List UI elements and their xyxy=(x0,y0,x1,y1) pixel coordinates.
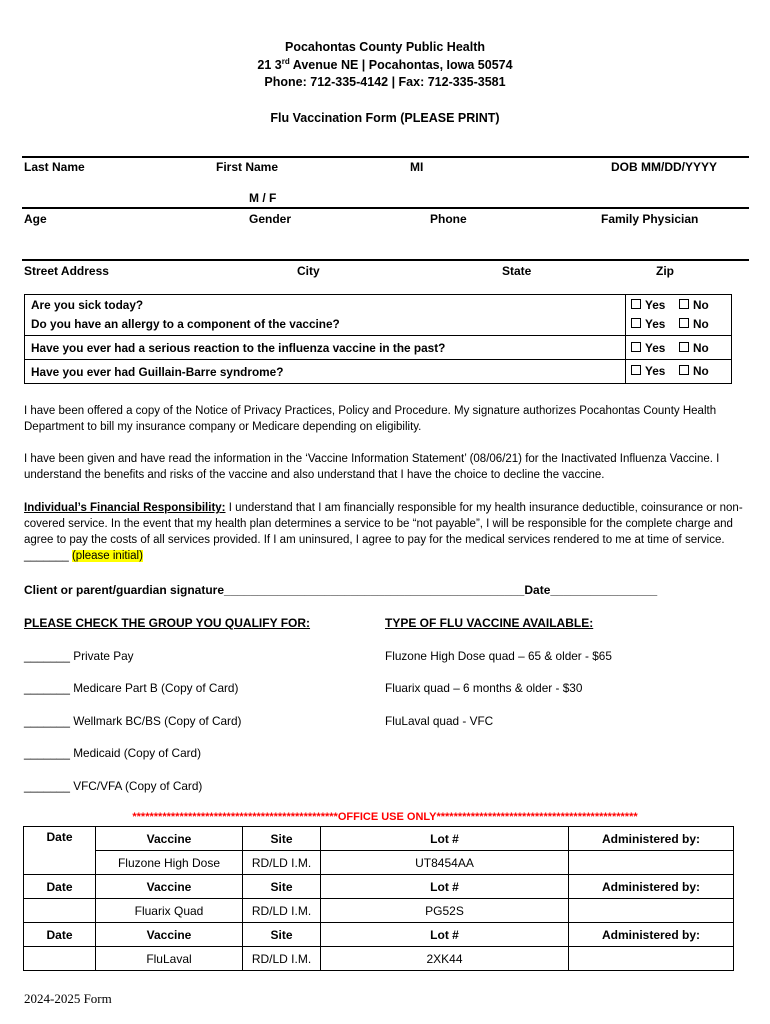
vaccine-option-flulaval: FluLaval quad - VFC xyxy=(385,714,494,728)
vaccine-cell: FluLaval xyxy=(96,947,243,971)
lot-header: Lot # xyxy=(321,923,569,947)
site-cell: RD/LD I.M. xyxy=(243,851,321,875)
date-header: Date xyxy=(24,875,96,899)
office-use-table xyxy=(23,826,734,971)
lot-header: Lot # xyxy=(321,827,569,851)
table-row xyxy=(24,899,734,923)
group-option-medicaid[interactable]: _______ Medicaid (Copy of Card) xyxy=(24,746,202,760)
checkbox-icon xyxy=(631,318,641,328)
lot-cell: UT8454AA xyxy=(321,851,569,875)
lot-header: Lot # xyxy=(321,875,569,899)
date-cell[interactable] xyxy=(24,947,96,971)
yes-checkbox[interactable]: Yes xyxy=(631,341,665,355)
lot-cell: PG52S xyxy=(321,899,569,923)
zip-label: Zip xyxy=(656,264,674,278)
phone-label: Phone xyxy=(430,212,467,226)
group-option-private-pay[interactable]: _______ Private Pay xyxy=(24,649,134,663)
group-option-wellmark[interactable]: _______ Wellmark BC/BS (Copy of Card) xyxy=(24,714,242,728)
divider xyxy=(22,207,749,209)
divider xyxy=(22,259,749,261)
no-checkbox[interactable]: No xyxy=(679,317,709,331)
date-header: Date xyxy=(24,827,96,875)
vaccine-option-fluzone: Fluzone High Dose quad – 65 & older - $65 xyxy=(385,649,612,663)
question-row xyxy=(24,359,732,384)
checkbox-icon xyxy=(631,342,641,352)
divider xyxy=(22,156,749,158)
state-label: State xyxy=(502,264,532,278)
checkbox-icon xyxy=(679,365,689,375)
org-phone-fax: Phone: 712-335-4142 | Fax: 712-335-3581 xyxy=(264,75,506,89)
yes-checkbox[interactable]: Yes xyxy=(631,298,665,312)
vaccine-heading: TYPE OF FLU VACCINE AVAILABLE: xyxy=(385,616,594,630)
checkbox-icon xyxy=(679,342,689,352)
administered-by-header: Administered by: xyxy=(569,923,734,947)
date-header: Date xyxy=(24,923,96,947)
site-header: Site xyxy=(243,827,321,851)
family-physician-label: Family Physician xyxy=(601,212,699,226)
vaccine-header: Vaccine xyxy=(96,923,243,947)
site-header: Site xyxy=(243,875,321,899)
age-label: Age xyxy=(24,212,47,226)
lot-cell: 2XK44 xyxy=(321,947,569,971)
question-options xyxy=(625,360,734,383)
financial-responsibility: Individual’s Financial Responsibility: I understand that I am financially responsible for my health insurance deductible, coinsurance or non-covered service. In the event that my health plan determines a service to be “not payable”, I will be responsible for the complete charge and agree to pay the costs of all services provided. If I am uninsured, I agree to pay for the medical services rendered to me at time of service. _______ (please initial) xyxy=(24,502,743,562)
gender-options: M / F xyxy=(249,191,277,205)
question-sick-today: Are you sick today? xyxy=(31,298,144,312)
first-name-label: First Name xyxy=(216,160,279,174)
group-option-vfc[interactable]: _______ VFC/VFA (Copy of Card) xyxy=(24,779,203,793)
vaccine-option-fluarix: Fluarix quad – 6 months & older - $30 xyxy=(385,681,583,695)
checkbox-icon xyxy=(679,318,689,328)
administered-by-cell[interactable] xyxy=(569,851,734,875)
vaccine-header: Vaccine xyxy=(96,827,243,851)
office-use-banner: ************************************************OFFICE USE ONLY*********************************************** xyxy=(132,811,638,823)
vaccine-cell: Fluarix Quad xyxy=(96,899,243,923)
org-name: Pocahontas County Public Health xyxy=(284,40,486,54)
question-guillain-barre: Have you ever had Guillain-Barre syndrome? xyxy=(31,365,284,379)
question-options xyxy=(625,295,734,335)
site-header: Site xyxy=(243,923,321,947)
no-checkbox[interactable]: No xyxy=(679,341,709,355)
question-row xyxy=(24,335,732,360)
group-heading: PLEASE CHECK THE GROUP YOU QUALIFY FOR: xyxy=(24,616,311,630)
question-allergy: Do you have an allergy to a component of the vaccine? xyxy=(31,317,340,331)
table-row xyxy=(24,923,734,947)
no-checkbox[interactable]: No xyxy=(679,364,709,378)
table-row xyxy=(24,875,734,899)
vis-statement: I have been given and have read the information in the ‘Vaccine Information Statement’ (08/06/21) for the Inactivated Influenza Vaccine. I understand the benefits and risks of the vaccine and also understand that I have the choice to decline the vaccine. xyxy=(24,453,720,481)
yes-checkbox[interactable]: Yes xyxy=(631,317,665,331)
form-year-footer: 2024-2025 Form xyxy=(24,991,112,1006)
checkbox-icon xyxy=(679,299,689,309)
group-option-medicare[interactable]: _______ Medicare Part B (Copy of Card) xyxy=(24,681,239,695)
financial-heading: Individual’s Financial Responsibility: xyxy=(24,502,226,514)
vaccine-header: Vaccine xyxy=(96,875,243,899)
checkbox-icon xyxy=(631,365,641,375)
initial-label: (please initial) xyxy=(71,550,143,562)
table-row xyxy=(24,947,734,971)
no-checkbox[interactable]: No xyxy=(679,298,709,312)
yes-checkbox[interactable]: Yes xyxy=(631,364,665,378)
dob-label: DOB MM/DD/YYYY xyxy=(611,160,718,174)
administered-by-cell[interactable] xyxy=(569,947,734,971)
administered-by-header: Administered by: xyxy=(569,875,734,899)
form-title: Flu Vaccination Form (PLEASE PRINT) xyxy=(270,111,500,125)
vaccine-cell: Fluzone High Dose xyxy=(96,851,243,875)
last-name-label: Last Name xyxy=(24,160,85,174)
site-cell: RD/LD I.M. xyxy=(243,899,321,923)
city-label: City xyxy=(297,264,320,278)
signature-line[interactable]: Client or parent/guardian signature_____________________________________________Date________________ xyxy=(24,583,658,597)
administered-by-cell[interactable] xyxy=(569,899,734,923)
administered-by-header: Administered by: xyxy=(569,827,734,851)
mi-label: MI xyxy=(410,160,424,174)
question-row xyxy=(24,294,732,336)
org-address: 21 3rd Avenue NE | Pocahontas, Iowa 50574 xyxy=(257,57,513,73)
question-options xyxy=(625,336,734,359)
table-row xyxy=(24,827,734,851)
date-cell[interactable] xyxy=(24,899,96,923)
table-row xyxy=(24,851,734,875)
street-address-label: Street Address xyxy=(24,264,109,278)
checkbox-icon xyxy=(631,299,641,309)
initial-blank[interactable]: _______ xyxy=(24,550,72,562)
site-cell: RD/LD I.M. xyxy=(243,947,321,971)
gender-label: Gender xyxy=(249,212,292,226)
privacy-statement: I have been offered a copy of the Notice of Privacy Practices, Policy and Procedure. My signature authorizes Pocahontas County Health Department to bill my insurance company or Medicare depending on eligibility. xyxy=(24,405,717,433)
question-serious-reaction: Have you ever had a serious reaction to the influenza vaccine in the past? xyxy=(31,341,446,355)
